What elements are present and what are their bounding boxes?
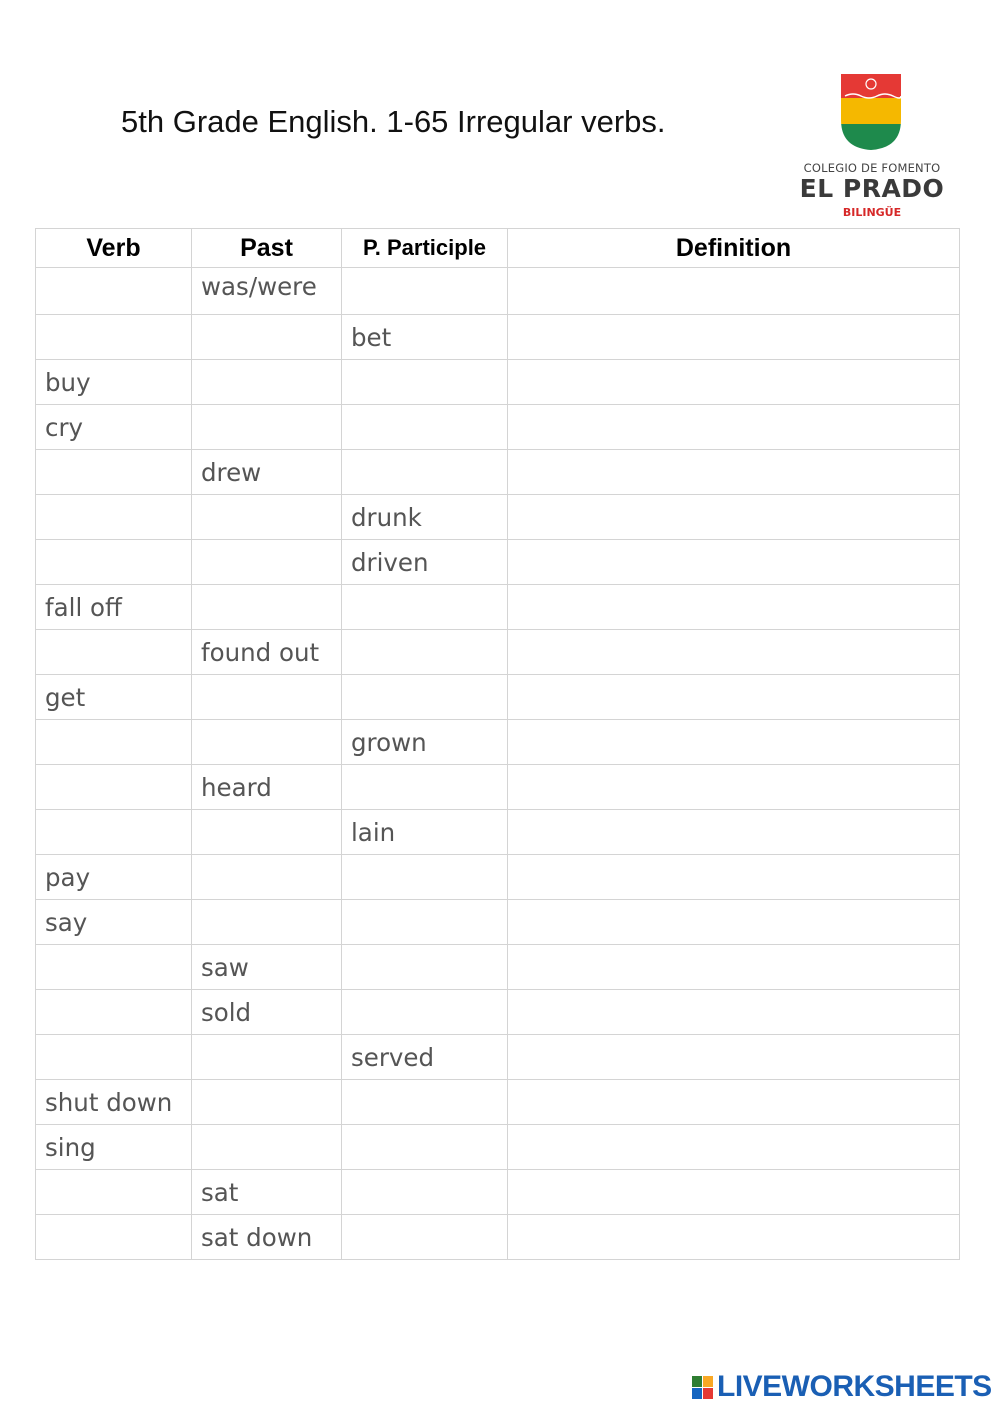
cell-past-participle: served xyxy=(342,1035,508,1080)
cell-definition[interactable] xyxy=(508,268,960,315)
cell-past-participle[interactable] xyxy=(342,675,508,720)
table-row xyxy=(36,405,960,450)
cell-past: sold xyxy=(192,990,342,1035)
cell-past: saw xyxy=(192,945,342,990)
worksheet-title: 5th Grade English. 1-65 Irregular verbs. xyxy=(121,104,666,139)
cell-definition[interactable] xyxy=(508,450,960,495)
cell-past[interactable] xyxy=(192,405,342,450)
table-row xyxy=(36,1215,960,1260)
table-row xyxy=(36,900,960,945)
cell-verb[interactable] xyxy=(36,765,192,810)
cell-past-participle[interactable] xyxy=(342,945,508,990)
cell-past[interactable] xyxy=(192,585,342,630)
table-row xyxy=(36,810,960,855)
cell-past-participle: grown xyxy=(342,720,508,765)
cell-past-participle[interactable] xyxy=(342,1125,508,1170)
cell-definition[interactable] xyxy=(508,315,960,360)
cell-verb[interactable] xyxy=(36,268,192,315)
table-row xyxy=(36,1080,960,1125)
cell-definition[interactable] xyxy=(508,405,960,450)
cell-past-participle[interactable] xyxy=(342,990,508,1035)
cell-past: found out xyxy=(192,630,342,675)
table-row xyxy=(36,720,960,765)
table-row xyxy=(36,945,960,990)
table-row xyxy=(36,450,960,495)
cell-definition[interactable] xyxy=(508,1215,960,1260)
cell-verb: buy xyxy=(36,360,192,405)
cell-verb: get xyxy=(36,675,192,720)
table-row xyxy=(36,1170,960,1215)
table-row xyxy=(36,1125,960,1170)
cell-past: drew xyxy=(192,450,342,495)
cell-verb[interactable] xyxy=(36,810,192,855)
cell-past-participle: bet xyxy=(342,315,508,360)
cell-verb[interactable] xyxy=(36,945,192,990)
cell-past[interactable] xyxy=(192,360,342,405)
cell-past: sat down xyxy=(192,1215,342,1260)
header-past-participle: P. Participle xyxy=(342,229,508,268)
cell-verb: fall off xyxy=(36,585,192,630)
cell-verb[interactable] xyxy=(36,1215,192,1260)
cell-past-participle: driven xyxy=(342,540,508,585)
cell-verb[interactable] xyxy=(36,1170,192,1215)
logo-line-2: EL PRADO xyxy=(799,174,945,203)
cell-past-participle[interactable] xyxy=(342,855,508,900)
table-row xyxy=(36,1035,960,1080)
cell-past-participle[interactable] xyxy=(342,765,508,810)
cell-definition[interactable] xyxy=(508,540,960,585)
cell-verb[interactable] xyxy=(36,630,192,675)
school-logo xyxy=(792,70,952,222)
table-row xyxy=(36,630,960,675)
cell-past-participle: drunk xyxy=(342,495,508,540)
cell-past[interactable] xyxy=(192,720,342,765)
logo-line-1: COLEGIO DE FOMENTO xyxy=(803,161,941,175)
cell-verb[interactable] xyxy=(36,450,192,495)
cell-definition[interactable] xyxy=(508,1125,960,1170)
table-row xyxy=(36,990,960,1035)
cell-past-participle: lain xyxy=(342,810,508,855)
cell-past: heard xyxy=(192,765,342,810)
cell-past[interactable] xyxy=(192,1035,342,1080)
cell-definition[interactable] xyxy=(508,1035,960,1080)
cell-past[interactable] xyxy=(192,675,342,720)
cell-past-participle[interactable] xyxy=(342,450,508,495)
cell-definition[interactable] xyxy=(508,495,960,540)
cell-past-participle[interactable] xyxy=(342,1080,508,1125)
table-row xyxy=(36,855,960,900)
table-row xyxy=(36,495,960,540)
cell-past[interactable] xyxy=(192,855,342,900)
liveworksheets-wordmark: LIVEWORKSHEETS xyxy=(717,1370,992,1403)
cell-past: sat xyxy=(192,1170,342,1215)
table-row xyxy=(36,675,960,720)
cell-past-participle[interactable] xyxy=(342,405,508,450)
logo-line-3: BILINGÜE xyxy=(842,206,902,219)
cell-definition[interactable] xyxy=(508,810,960,855)
school-crest-icon xyxy=(839,72,903,152)
liveworksheets-logo-icon xyxy=(692,1376,714,1400)
cell-past[interactable] xyxy=(192,495,342,540)
cell-definition[interactable] xyxy=(508,360,960,405)
cell-verb[interactable] xyxy=(36,315,192,360)
cell-past-participle[interactable] xyxy=(342,268,508,315)
cell-definition[interactable] xyxy=(508,990,960,1035)
cell-definition[interactable] xyxy=(508,900,960,945)
table-row xyxy=(36,540,960,585)
cell-past[interactable] xyxy=(192,1080,342,1125)
cell-definition[interactable] xyxy=(508,855,960,900)
cell-past-participle[interactable] xyxy=(342,585,508,630)
cell-verb[interactable] xyxy=(36,720,192,765)
cell-definition[interactable] xyxy=(508,765,960,810)
cell-verb: sing xyxy=(36,1125,192,1170)
cell-past[interactable] xyxy=(192,900,342,945)
cell-definition[interactable] xyxy=(508,945,960,990)
cell-verb: cry xyxy=(36,405,192,450)
cell-verb: say xyxy=(36,900,192,945)
irregular-verbs-table xyxy=(35,228,960,1260)
cell-past[interactable] xyxy=(192,1125,342,1170)
cell-definition[interactable] xyxy=(508,630,960,675)
header-definition: Definition xyxy=(508,229,960,268)
cell-past: was/were xyxy=(192,268,342,315)
cell-past-participle[interactable] xyxy=(342,360,508,405)
table-row xyxy=(36,268,960,315)
cell-definition[interactable] xyxy=(508,675,960,720)
cell-past[interactable] xyxy=(192,540,342,585)
cell-past[interactable] xyxy=(192,810,342,855)
cell-verb: shut down xyxy=(36,1080,192,1125)
table-row xyxy=(36,765,960,810)
cell-verb[interactable] xyxy=(36,990,192,1035)
cell-verb[interactable] xyxy=(36,540,192,585)
cell-past[interactable] xyxy=(192,315,342,360)
cell-definition[interactable] xyxy=(508,1170,960,1215)
table-row xyxy=(36,315,960,360)
cell-verb: pay xyxy=(36,855,192,900)
cell-past-participle[interactable] xyxy=(342,630,508,675)
cell-definition[interactable] xyxy=(508,720,960,765)
cell-past-participle[interactable] xyxy=(342,1170,508,1215)
table-header-row xyxy=(36,229,960,268)
cell-verb[interactable] xyxy=(36,495,192,540)
table-row xyxy=(36,360,960,405)
cell-past-participle[interactable] xyxy=(342,900,508,945)
cell-definition[interactable] xyxy=(508,1080,960,1125)
cell-past-participle[interactable] xyxy=(342,1215,508,1260)
header-past: Past xyxy=(192,229,342,268)
cell-verb[interactable] xyxy=(36,1035,192,1080)
table-row xyxy=(36,585,960,630)
header-verb: Verb xyxy=(36,229,192,268)
cell-definition[interactable] xyxy=(508,585,960,630)
